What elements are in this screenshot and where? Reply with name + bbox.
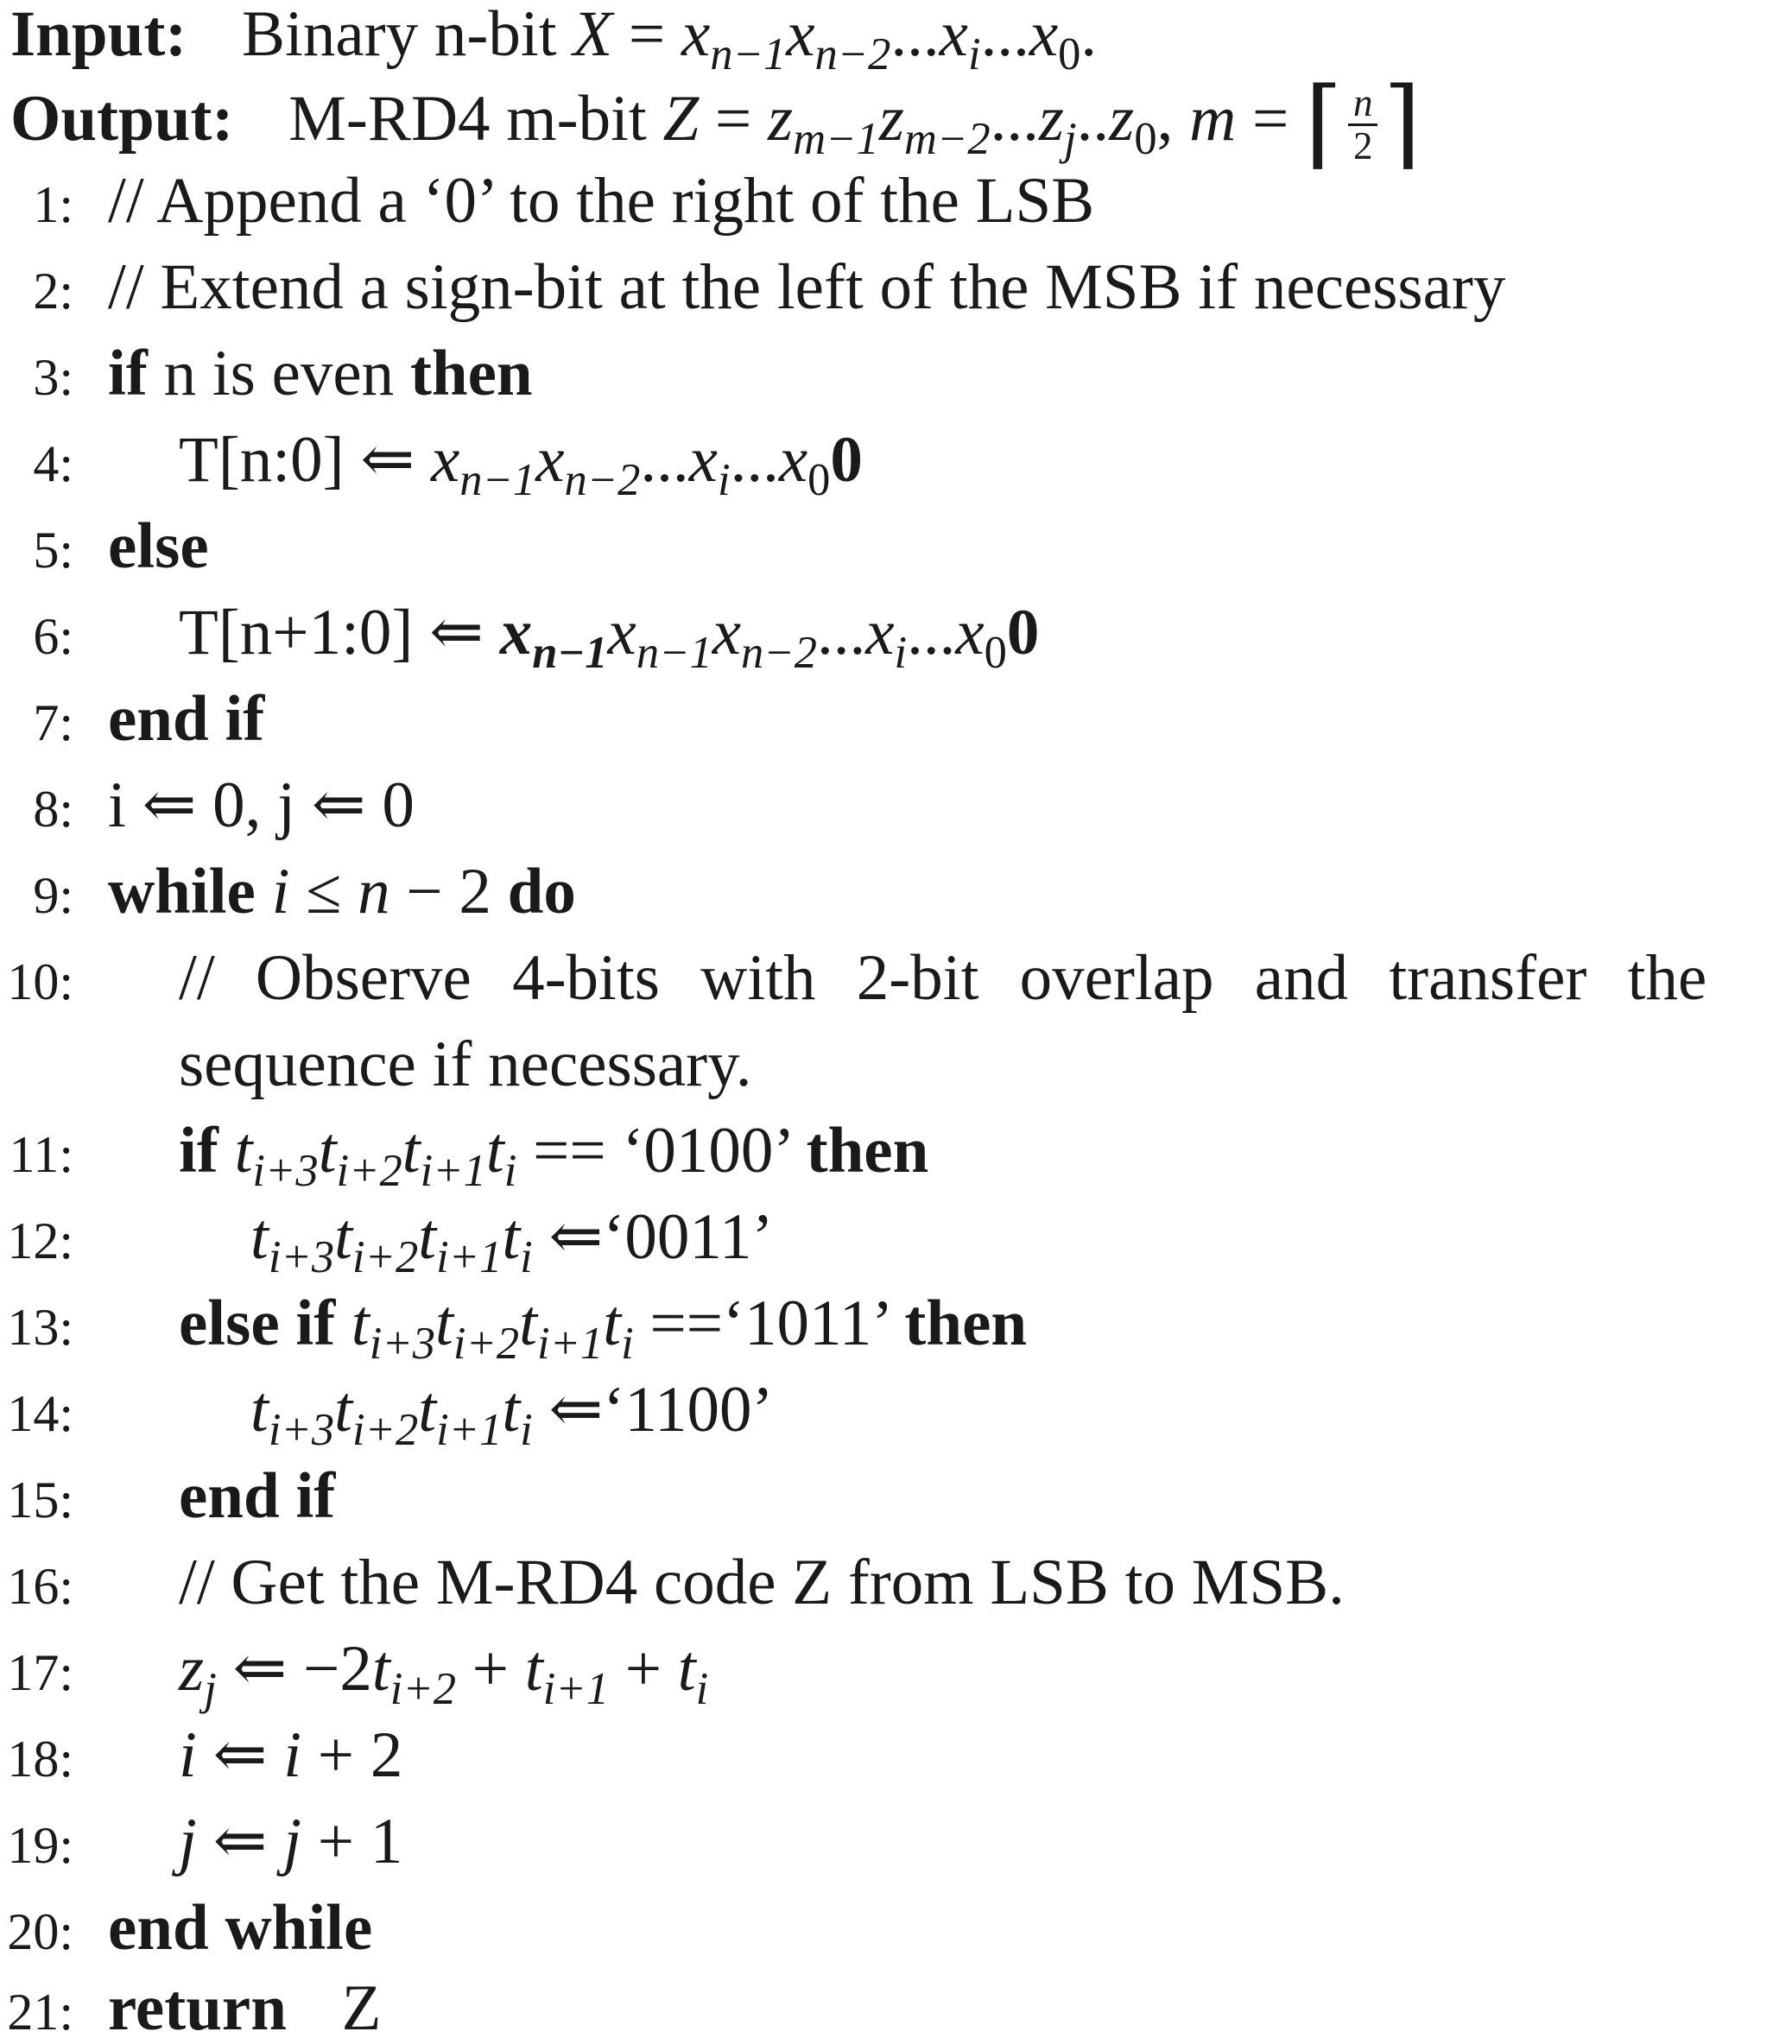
input-label: Input: (10, 0, 187, 70)
line-number: 6: (33, 608, 73, 665)
line-number: 4: (33, 435, 73, 492)
output-line (10, 71, 1422, 178)
line-number: 2: (33, 263, 73, 320)
line-number: 17: (7, 1644, 73, 1701)
input-line (10, 0, 1098, 79)
output-label: Output: (10, 82, 234, 155)
assignment-target: T[n+1:0] ⇐ (179, 597, 484, 668)
else-statement (108, 510, 209, 582)
assignment-target: $t_{i+3}t_{i+2}t_{i+1}t_i$ ⇐ (250, 1374, 604, 1455)
assignment-target: T[n:0] ⇐ (179, 424, 415, 496)
line-number: 16: (7, 1558, 73, 1615)
line-number: 18: (7, 1731, 73, 1788)
keyword-then: then (409, 338, 533, 409)
line-number: 1: (33, 176, 73, 233)
if-statement (179, 1115, 929, 1196)
keyword-end-while: end while (108, 1892, 373, 1964)
keyword-else-if: else if (179, 1288, 336, 1359)
keyword-then: then (806, 1115, 929, 1187)
init-statement: i ⇐ 0, j ⇐ 0 (108, 769, 415, 841)
line-number: 11: (9, 1126, 73, 1183)
line-number: 9: (33, 867, 73, 924)
output-description: M-RD4 m-bit (288, 82, 647, 155)
keyword-return: return (108, 1972, 287, 2044)
line-number: 5: (33, 522, 73, 579)
assignment-expression: $x_{n-1}x_{n-1}x_{n-2}...x_i...x_00$ (499, 597, 1040, 678)
increment-i: i ⇐ i + 2 (179, 1719, 403, 1791)
comment-text: // Append a ‘0’ to the right of the LSB (108, 165, 1095, 237)
comment-text: // Get the M-RD4 code Z from LSB to MSB. (179, 1547, 1345, 1618)
condition-value: ‘0100’ (622, 1115, 790, 1187)
line-number: 7: (33, 694, 73, 751)
assignment-value: ‘1100’ (603, 1374, 774, 1446)
assignment (250, 1374, 774, 1455)
keyword-if: if (108, 338, 148, 409)
code-digit-assignment: $z_j$ ⇐ $-2t_{i+2} + t_{i+1} + t_i$ (179, 1633, 709, 1714)
comment-text-continuation: sequence if necessary. (179, 1028, 752, 1100)
increment-j: j ⇐ j + 1 (179, 1806, 403, 1877)
comment-text: // Observe 4-bits with 2-bit overlap and transfer the (179, 942, 1707, 1014)
line-number: 14: (7, 1385, 73, 1442)
condition-expression: $t_{i+3}t_{i+2}t_{i+1}t_i$ == (351, 1288, 724, 1369)
line-number: 3: (33, 349, 73, 406)
line-number: 19: (7, 1817, 73, 1874)
return-value: Z (341, 1972, 382, 2044)
input-description: Binary n-bit (242, 0, 557, 70)
keyword-if: if (179, 1115, 218, 1187)
end-while-statement (108, 1892, 373, 1964)
line-number: 13: (7, 1299, 73, 1356)
loop-condition: i ≤ n − 2 (271, 856, 491, 927)
keyword-end-if: end if (108, 683, 265, 755)
keyword-end-if: end if (179, 1460, 336, 1532)
line-number: 21: (7, 1984, 73, 2041)
end-if-statement (108, 683, 265, 755)
input-formula: $X = x_{n-1}x_{n-2}...x_i...x_0$. (573, 0, 1098, 79)
assignment-expression: $x_{n-1}x_{n-2}...x_i...x_00$ (430, 424, 863, 505)
keyword-do: do (507, 856, 576, 927)
if-statement (108, 338, 533, 409)
assignment-target: $t_{i+3}t_{i+2}t_{i+1}t_i$ ⇐ (250, 1201, 604, 1282)
keyword-while: while (108, 856, 256, 927)
line-number: 15: (7, 1471, 73, 1528)
condition-expression: $t_{i+3}t_{i+2}t_{i+1}t_i$ == (234, 1115, 606, 1196)
while-statement (108, 856, 576, 927)
line-number: 10: (7, 953, 73, 1010)
assignment (250, 1201, 774, 1282)
end-if-statement (179, 1460, 336, 1532)
keyword-else: else (108, 510, 209, 582)
assignment (179, 597, 1040, 678)
else-if-statement (179, 1288, 1028, 1369)
keyword-then: then (904, 1288, 1028, 1359)
line-number: 12: (7, 1212, 73, 1269)
condition-value: ‘1011’ (723, 1288, 889, 1359)
return-statement (108, 1972, 382, 2044)
output-formula: $Z = z_{m-1}z_{m-2}...z_j..z_0$, m = ⌈ $\frac{n}{2}$ ⌉ (662, 71, 1422, 178)
comment-text: // Extend a sign-bit at the left of the MSB if necessary (108, 251, 1506, 323)
assignment-value: ‘0011’ (603, 1201, 774, 1273)
line-number: 20: (7, 1903, 73, 1960)
condition-text: n is even (163, 338, 395, 409)
line-number: 8: (33, 781, 73, 838)
assignment (179, 424, 863, 505)
